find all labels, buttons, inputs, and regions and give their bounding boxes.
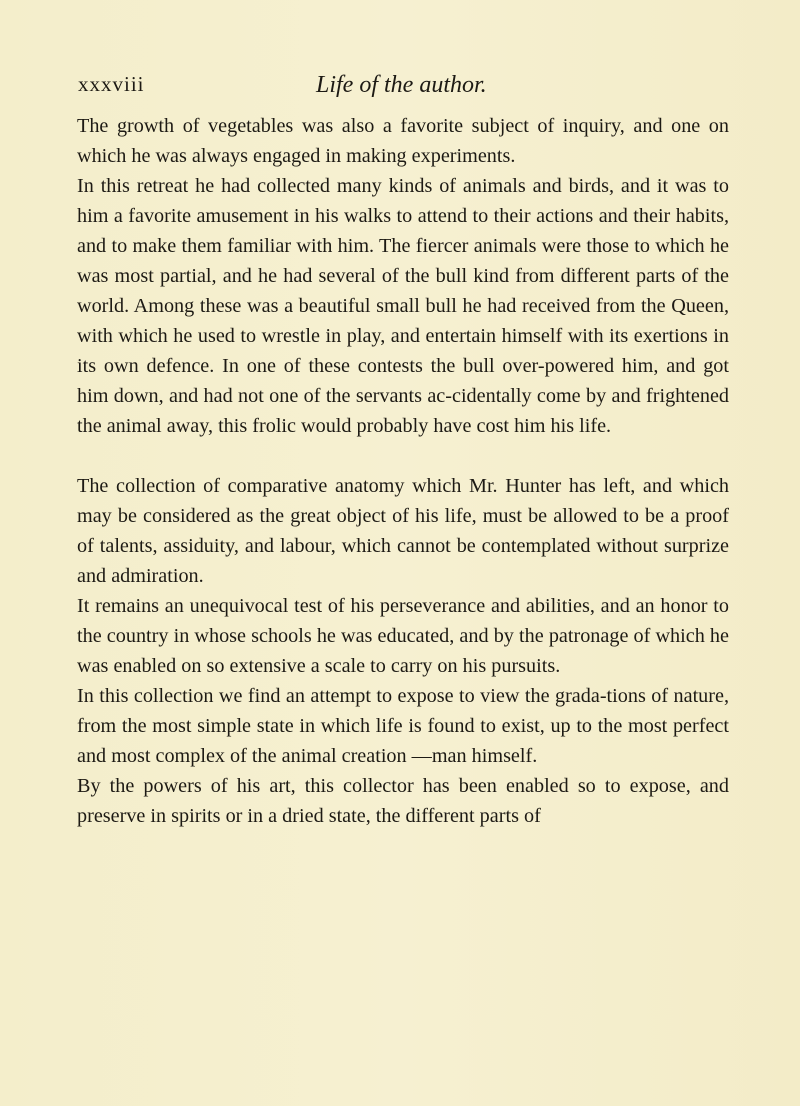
page-number: xxxviii xyxy=(78,72,145,96)
paragraph-gradations: In this collection we find an attempt to expose to view the grada-tions of nature, from the most simple state in which life is found to exist, up to the most perfect and most complex of the animal creation —man himself. xyxy=(77,685,729,767)
paragraph-animals: In this retreat he had collected many kinds of animals and birds, and it was to him a favorite amusement in his walks to attend to their actions and their habits, and to make them familiar with him. The fiercer animals were those to which he was most partial, and he had several of the bull kind from different parts of the world. Among these was a beautiful small bull he had received from the Queen, with which he used to wrestle in play, and entertain himself with its exertions in its own defence. In one of these contests the bull over-powered him, and got him down, and had not one of the servants ac-cidentally come by and frightened the animal away, this frolic would probably have cost him his life. xyxy=(77,175,729,437)
body-text xyxy=(77,111,729,831)
paragraph-test: It remains an unequivocal test of his perseverance and abilities, and an honor to the country in whose schools he was educated, and by the patronage of which he was enabled on so extensive a scale to carry on his pursuits. xyxy=(77,595,729,677)
paragraph-powers: By the powers of his art, this collector has been enabled so to expose, and preserve in spirits or in a dried state, the different parts of xyxy=(77,775,729,827)
page-header xyxy=(78,72,728,106)
section-gap xyxy=(77,441,729,471)
paragraph-vegetables: The growth of vegetables was also a favorite subject of inquiry, and one on which he was always engaged in making experiments. xyxy=(77,115,729,167)
running-title: Life of the author. xyxy=(316,72,487,98)
paragraph-collection: The collection of comparative anatomy which Mr. Hunter has left, and which may be considered as the great object of his life, must be allowed to be a proof of talents, assiduity, and labour, which cannot be contemplated without surprize and admiration. xyxy=(77,475,729,587)
